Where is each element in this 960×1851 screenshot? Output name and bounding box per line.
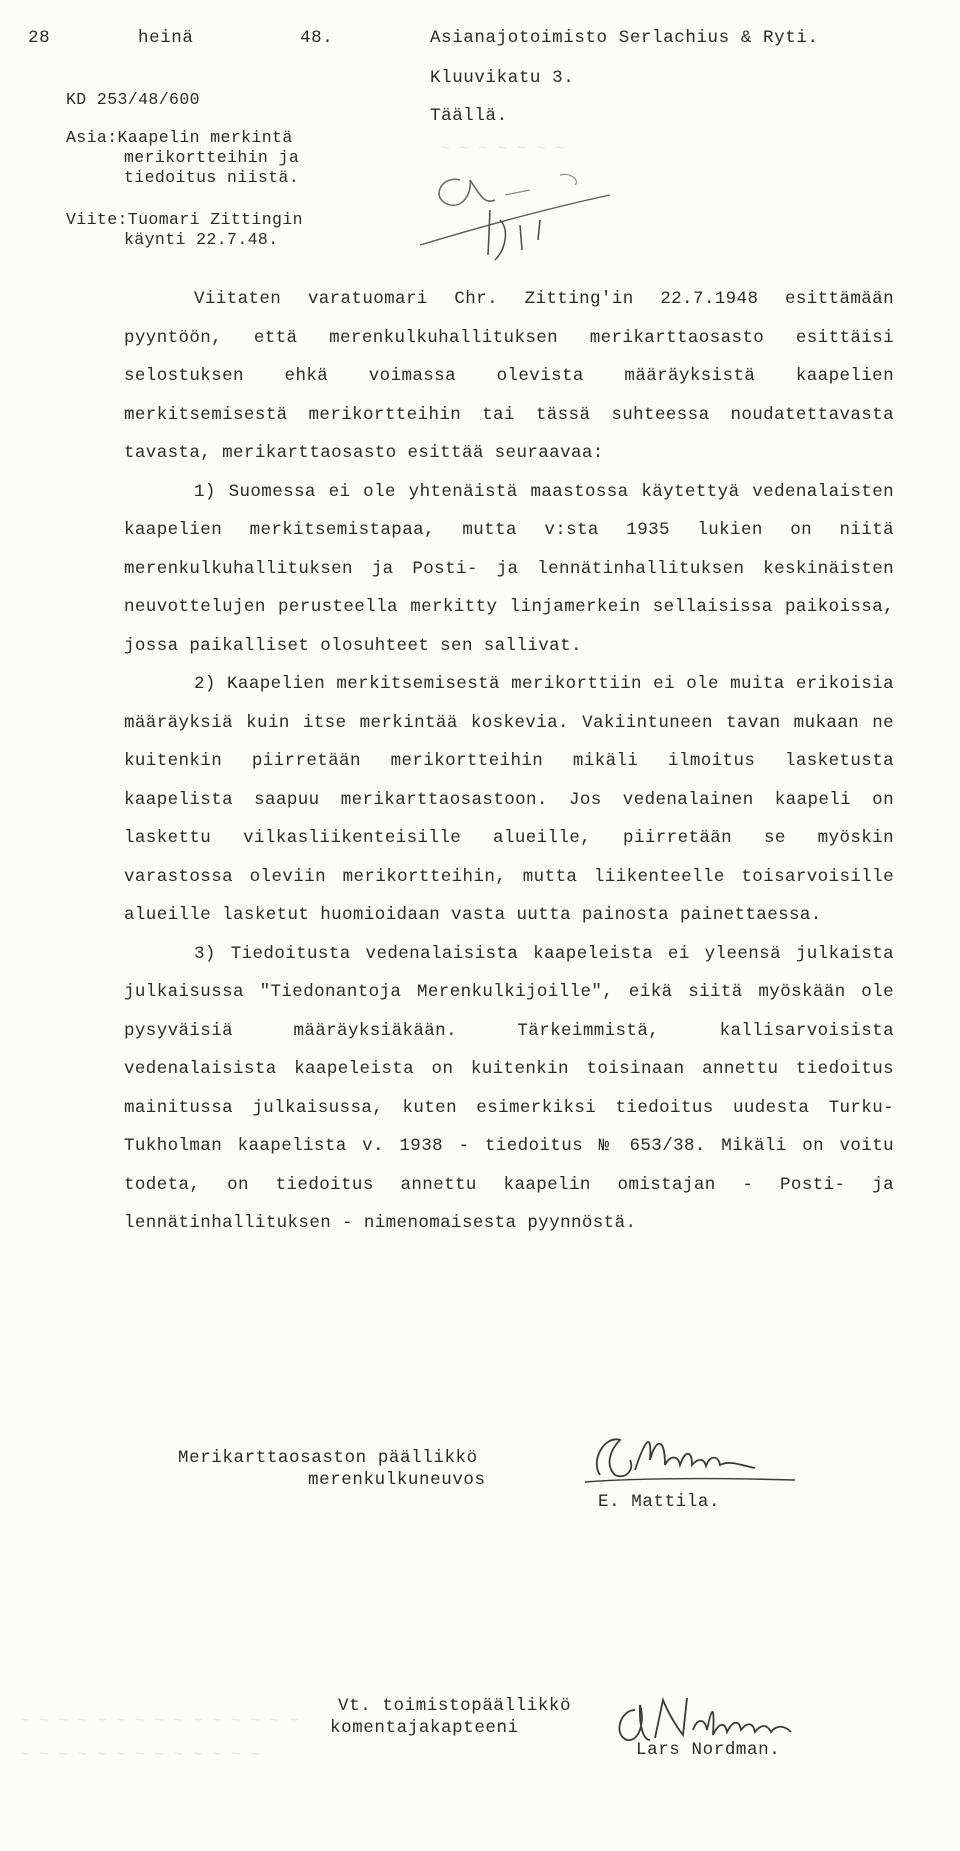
- signatory-2-title-1: Vt. toimistopäällikkö: [338, 1696, 572, 1716]
- point-2-paragraph: 2) Kaapelien merkitsemisestä merikorttiin ei ole muita erikoisia määräyksiä kuin itse merkintää koskevia. Vakiintuneen tavan mukaan ne kuitenkin piirretään merikortteihin mikäli ilmoitus lasketusta kaapelista saapuu merikarttaosastoon. Jos vedenalainen kaapeli on laskettu vilkasliikenteisille alueille, piirretään se myöskin varastossa oleviin merikortteihin, mutta liikenteelle toisarvoisille alueille lasketut huomioidaan vasta uutta painosta painettaessa.: [124, 674, 894, 925]
- subject-line-2: merikortteihin ja: [124, 148, 300, 167]
- signature-mattila: [580, 1420, 800, 1500]
- date-day: 28: [28, 28, 51, 48]
- point-1-paragraph: 1) Suomessa ei ole yhtenäistä maastossa käytettyä vedenalaisten kaapelien merkitsemistapaa, mutta v:sta 1935 lukien on niitä merenkulkuhallituksen ja Posti- ja lennätinhallituksen keskinäisten neuvottelujen perusteella merkitty linjamerkein sellaisissa paikoissa, jossa paikalliset olosuhteet sen sallivat.: [124, 481, 894, 656]
- bleed-through-text-2: ~ ~ ~ ~ ~ ~ ~ ~ ~ ~ ~ ~ ~ ~ ~: [20, 1712, 299, 1730]
- viite-line-1: Viite:Tuomari Zittingin: [66, 210, 303, 229]
- recipient-line-1: Asianajotoimisto Serlachius & Ryti.: [430, 28, 819, 48]
- handwritten-initials-mark: [410, 150, 630, 270]
- date-month: heinä: [138, 28, 194, 48]
- signatory-1-title-1: Merikarttaosaston päällikkö: [178, 1448, 478, 1468]
- subject-line-1: Asia:Kaapelin merkintä: [66, 128, 293, 147]
- bleed-through-text-3: ~ ~ ~ ~ ~ ~ ~ ~ ~ ~ ~ ~ ~: [20, 1746, 261, 1764]
- signatory-1-name: E. Mattila.: [598, 1492, 721, 1512]
- recipient-line-3: Täällä.: [430, 106, 508, 126]
- viite-line-2: käynti 22.7.48.: [124, 230, 279, 249]
- date-year: 48.: [300, 28, 334, 48]
- point-3-paragraph: 3) Tiedoitusta vedenalaisista kaapeleista ei yleensä julkaista julkaisussa "Tiedonantoja Merenkulkijoille", eikä siitä myöskään ole pysyväisiä määräyksiäkään. Tärkeimmistä, kallisarvoisista vedenalaisista kaapeleista on kuitenkin toisinaan annettu tiedoitus mainitussa julkaisussa, kuten esimerkiksi tiedoitus uudesta Turku-Tukholman kaapelista v. 1938 - tiedoitus № 653/38. Mikäli on voitu todeta, on tiedoitus annettu kaapelin omistajan - Posti- ja lennätinhallituksen - nimenomaisesta pyynnöstä.: [124, 943, 894, 1233]
- signatory-2-name: Lars Nordman.: [636, 1740, 781, 1760]
- reference-number: KD 253/48/600: [66, 90, 200, 109]
- signature-nordman: [605, 1680, 825, 1760]
- signatory-1-title-2: merenkulkuneuvos: [308, 1470, 486, 1490]
- recipient-line-2: Kluuvikatu 3.: [430, 68, 575, 88]
- letter-body: [124, 280, 894, 1243]
- bleed-through-text: ~ ~ ~ ~ ~ ~ ~: [440, 140, 565, 158]
- intro-paragraph: Viitaten varatuomari Chr. Zitting'in 22.7.1948 esittämään pyyntöön, että merenkulkuhallituksen merikarttaosasto esittäisi selostuksen ehkä voimassa olevista määräyksistä kaapelien merkitsemisestä merikortteihin tai tässä suhteessa noudatettavasta tavasta, merikarttaosasto esittää seuraavaa:: [124, 289, 894, 463]
- signatory-2-title-2: komentajakapteeni: [330, 1718, 519, 1738]
- subject-line-3: tiedoitus niistä.: [124, 168, 300, 187]
